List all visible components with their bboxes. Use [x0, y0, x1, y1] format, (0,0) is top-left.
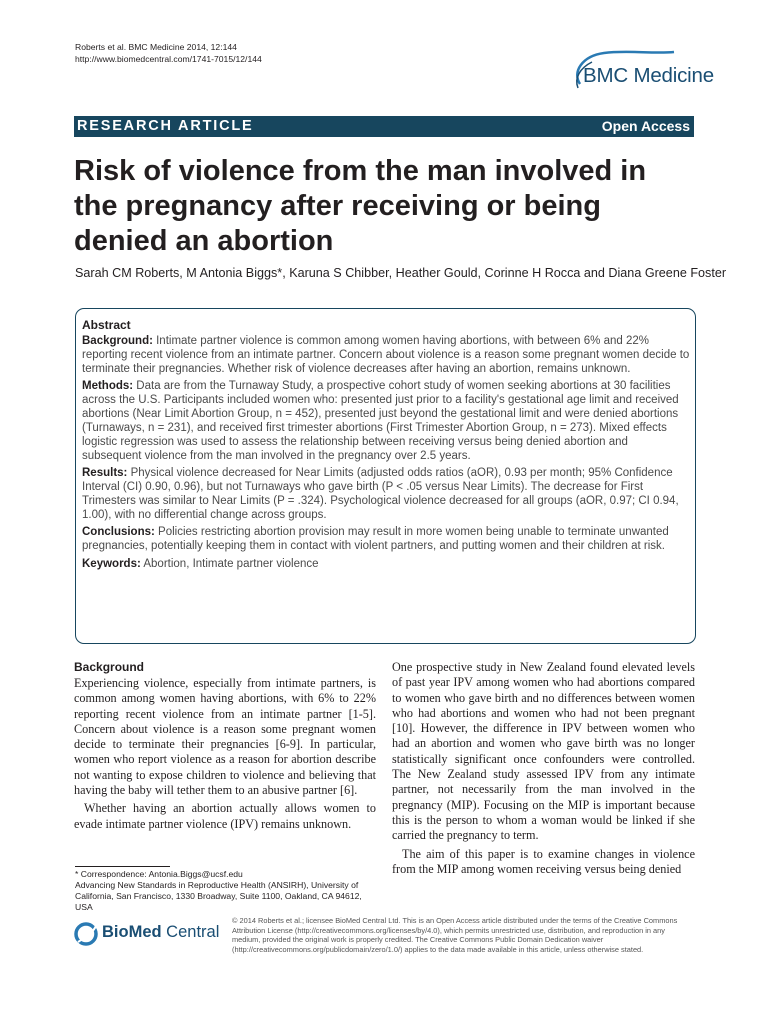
footnote [75, 869, 380, 913]
abstract-methods [82, 380, 690, 463]
abstract-label: Conclusions: [82, 526, 155, 539]
body-text-left [74, 676, 376, 832]
article-type-label: RESEARCH ARTICLE [77, 118, 254, 134]
abstract-text: Intimate partner violence is common among women having abortions, with between 6% and 22% reporting recent violence from an intimate partner. Concern about violence is a reason some pregnant women decide to terminate their pregnancies. Whether risk of violence decreases after having an abortion, remains unknown. [82, 335, 690, 375]
article-type-banner [74, 116, 694, 137]
affiliation-note: Advancing New Standards in Reproductive Health (ANSIRH), University of California, San Francisco, 1330 Broadway, Suite 1100, Oakland, CA 94612, USA [75, 880, 362, 912]
abstract-text: Abortion, Intimate partner violence [140, 557, 319, 570]
abstract-text: Physical violence decreased for Near Limits (adjusted odds ratios (aOR), 0.93 per month; 95% Confidence Interval (CI) 0.90, 0.96), but not Turnaways who gave birth (P < .05 versus Near Limits). The decrease for First Trimesters was similar to Near Limits (P = .324). Psychological violence decreased for all groups (aOR, 0.97; CI 0.94, 1.00), with no differential change across groups. [82, 467, 679, 521]
footnote-divider [75, 866, 170, 867]
abstract-heading: Abstract [82, 318, 131, 332]
abstract-results [82, 467, 690, 523]
biomed-central-logo [74, 916, 224, 956]
abstract-body [82, 335, 690, 575]
abstract-label: Keywords: [82, 557, 141, 570]
author-list: Sarah CM Roberts, M Antonia Biggs*, Karuna S Chibber, Heather Gould, Corinne H Rocca and Diana Greene Foster [75, 266, 727, 280]
open-access-label: Open Access [601, 118, 690, 134]
body-text-right [392, 660, 695, 877]
abstract-background [82, 335, 690, 377]
biomed-central-circle-icon [74, 920, 100, 950]
paragraph: One prospective study in New Zealand found elevated levels of past year IPV among women who had abortions compared to women who gave birth and no differences between women who had abortions and women who had not been pregnant [10]. However, the difference in IPV between women who had an abortion and women who gave birth was no longer statistically significant once confounders were controlled. The New Zealand study assessed IPV from any intimate partner, not necessarily from the man involved in the pregnancy (MIP). Focusing on the MIP is important because this is the person to whom a woman would be linked if she carried the pregnancy to term. [392, 660, 695, 843]
paragraph: The aim of this paper is to examine changes in violence from the MIP among women receiving versus being denied [392, 846, 695, 876]
journal-logo-text: BMC Medicine [583, 64, 714, 87]
article-url[interactable]: http://www.biomedcentral.com/1741-7015/12/144 [75, 53, 262, 64]
wordmark-light: Central [161, 923, 220, 941]
license-notice: © 2014 Roberts et al.; licensee BioMed Central Ltd. This is an Open Access article distributed under the terms of the Creative Commons Attribution License (http://creativecommons.org/licenses/by/4.0), which permits unrestricted use, distribution, and reproduction in any medium, provided the original work is properly credited. The Creative Commons Public Domain Dedication waiver (http://creativecommons.org/publicdomain/zero/1.0/) applies to the data made available in this article, unless otherwise stated. [232, 916, 678, 954]
body-column-right [392, 660, 695, 877]
biomed-central-wordmark [102, 923, 219, 942]
abstract-label: Background: [82, 335, 153, 347]
citation-line: Roberts et al. BMC Medicine 2014, 12:144 [75, 42, 237, 52]
abstract-text: Data are from the Turnaway Study, a prospective cohort study of women seeking abortions at 30 facilities across the U.S. Participants included women who: presented just prior to a facility's gestational age limit and received abortions (Near Limit Abortion Group, n = 452), presented just beyond the gestational limit and were denied abortions (Turnaways, n = 231), and received first trimester abortions (First Trimester Abortion Group, n = 273). Mixed effects logistic regression was used to assess the relationship between receiving versus being denied abortion and subsequent violence from the man involved in the pregnancy over 2.5 years. [82, 380, 679, 462]
body-column-left [74, 660, 376, 832]
abstract-keywords [82, 558, 690, 572]
correspondence-note: * Correspondence: Antonia.Biggs@ucsf.edu [75, 869, 243, 879]
article-title: Risk of violence from the man involved in the pregnancy after receiving or being denied an abortion [74, 155, 647, 257]
paragraph: Experiencing violence, especially from intimate partners, is common among women having abortions, with 6% to 22% reporting recent violence from an intimate partner [1-5]. Concern about violence is a reason some pregnant women decide to terminate their pregnancies [6-9]. In particular, women who report violence as a reason for abortion describe not wanting to expose children to violence and believing that having the baby will tether them to an abusive partner [6]. [74, 676, 376, 798]
abstract-text: Policies restricting abortion provision may result in more women being unable to terminate unwanted pregnancies, potentially keeping them in contact with violent partners, and putting women and their children at risk. [82, 526, 669, 553]
wordmark-bold: BioMed [102, 923, 162, 941]
abstract-label: Results: [82, 467, 128, 480]
paragraph: Whether having an abortion actually allows women to evade intimate partner violence (IPV) remains unknown. [74, 801, 376, 831]
abstract-conclusions [82, 526, 690, 554]
bmc-medicine-logo [562, 48, 714, 98]
citation-header [75, 42, 262, 65]
section-heading-background: Background [74, 660, 145, 674]
abstract-label: Methods: [82, 380, 134, 393]
